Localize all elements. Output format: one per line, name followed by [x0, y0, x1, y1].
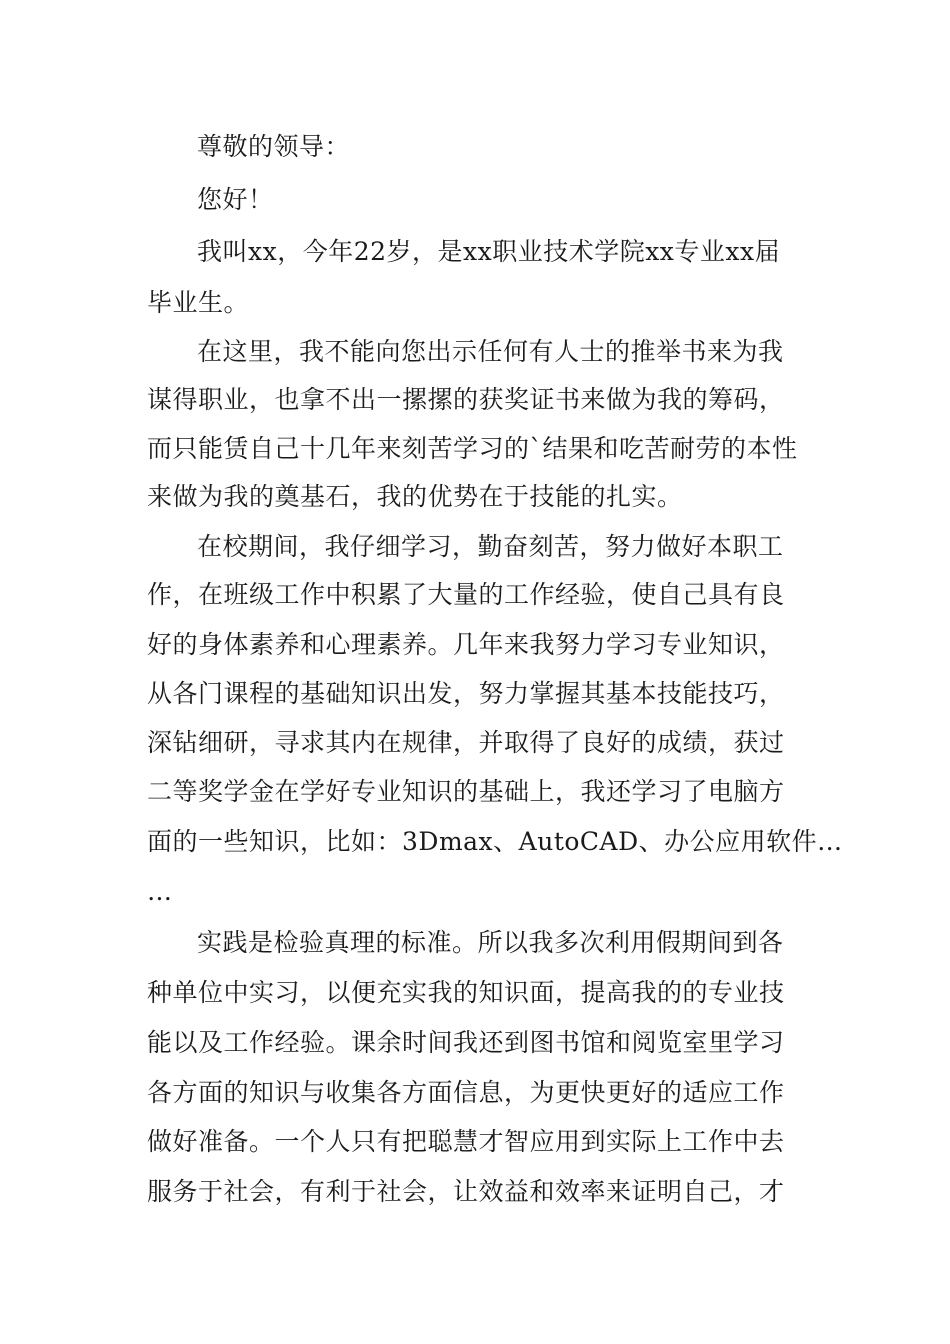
paragraph-3-line-7: 面的一些知识，比如：3Dmax、AutoCAD、办公应用软件… — [147, 827, 843, 856]
paragraph-4-line-5: 做好准备。一个人只有把聪慧才智应用到实际上工作中去 — [147, 1127, 785, 1156]
paragraph-4-line-6: 服务于社会，有利于社会，让效益和效率来证明自己，才 — [147, 1177, 785, 1206]
paragraph-3-line-8: … — [147, 877, 173, 906]
paragraph-3-line-2: 作，在班级工作中积累了大量的工作经验，使自己具有良 — [147, 580, 785, 609]
paragraph-4-line-4: 各方面的知识与收集各方面信息，为更快更好的适应工作 — [147, 1078, 785, 1107]
paragraph-3-line-4: 从各门课程的基础知识出发，努力掌握其基本技能技巧， — [147, 679, 785, 708]
paragraph-1-line-1: 我叫xx，今年22岁，是xx职业技术学院xx专业xx届 — [197, 237, 781, 266]
paragraph-2-line-3: 而只能赁自己十几年来刻苦学习的`结果和吃苦耐劳的本性 — [147, 434, 798, 463]
paragraph-3-line-6: 二等奖学金在学好专业知识的基础上，我还学习了电脑方 — [147, 777, 785, 806]
paragraph-3-line-1: 在校期间，我仔细学习，勤奋刻苦，努力做好本职工 — [197, 532, 784, 561]
paragraph-2-line-1: 在这里，我不能向您出示任何有人士的推举书来为我 — [197, 337, 784, 366]
greeting: 您好！ — [197, 185, 274, 214]
paragraph-4-line-3: 能以及工作经验。课余时间我还到图书馆和阅览室里学习 — [147, 1028, 785, 1057]
salutation: 尊敬的领导： — [197, 132, 351, 161]
paragraph-1-line-2: 毕业生。 — [147, 288, 250, 317]
paragraph-2-line-2: 谋得职业，也拿不出一摞摞的获奖证书来做为我的筹码， — [147, 385, 785, 414]
paragraph-4-line-1: 实践是检验真理的标准。所以我多次利用假期间到各 — [197, 928, 784, 957]
paragraph-2-line-4: 来做为我的奠基石，我的优势在于技能的扎实。 — [147, 482, 683, 511]
paragraph-3-line-5: 深钻细研，寻求其内在规律，并取得了良好的成绩，获过 — [147, 728, 785, 757]
paragraph-4-line-2: 种单位中实习，以便充实我的知识面，提高我的的专业技 — [147, 978, 785, 1007]
paragraph-3-line-3: 好的身体素养和心理素养。几年来我努力学习专业知识， — [147, 630, 785, 659]
